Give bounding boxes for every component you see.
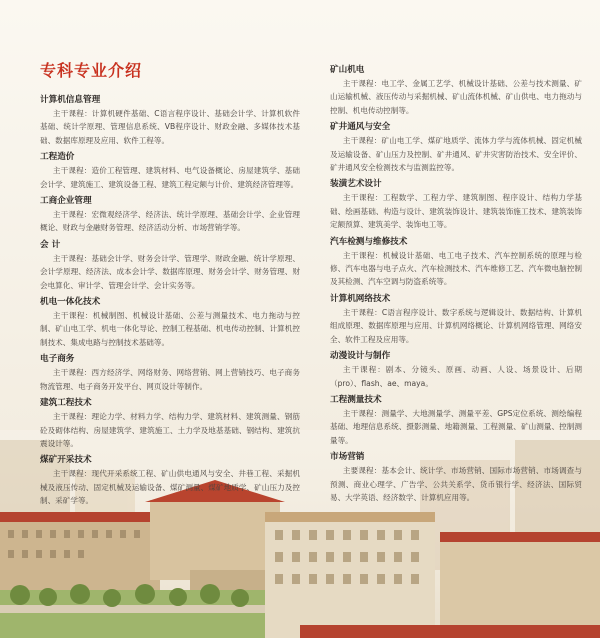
major-section (40, 352, 300, 393)
page-title: 专科专业介绍 (40, 61, 143, 80)
major-section (40, 453, 300, 507)
major-description: 主干课程：现代开采系统工程、矿山供电通风与安全、井巷工程、采掘机械及液压传动、固定机械及运输设备、煤矿测量、煤矿地质学、矿山压力及控制、采矿学等。 (40, 469, 300, 506)
major-description: 主干课程：矿山电工学、煤矿地质学、流体力学与流体机械、固定机械及运输设备、矿山压力及控制、矿井通风、矿井灾害防治技术、安全评价、矿井通风安全检测技术与监测监控等。 (330, 136, 582, 173)
major-title: 建筑工程技术 (40, 398, 92, 409)
major-section (40, 238, 300, 292)
major-description: 主干课程：宏微观经济学、经济法、统计学原理、基础会计学、企业管理概论、财政与金融财务管理、经济活动分析、市场营销学等。 (40, 210, 300, 233)
major-section (330, 450, 582, 504)
major-title: 动漫设计与制作 (330, 351, 391, 362)
major-section (40, 93, 300, 147)
major-title: 汽车检测与维修技术 (330, 236, 408, 247)
major-description: 主干课程：剧本、分镜头、原画、动画、人设、场景设计、后期（pro）、flash、ae、maya。 (330, 365, 582, 388)
major-section (330, 292, 582, 346)
major-description: 主干课程：理论力学、材料力学、结构力学、建筑材料、建筑测量、钢筋砼及砌体结构、房屋建筑学、建筑施工、土力学及地基基础、钢结构、建筑抗震设计等。 (40, 412, 300, 448)
major-title: 煤矿开采技术 (40, 455, 92, 466)
major-title: 矿山机电 (330, 65, 365, 75)
major-section (330, 120, 582, 174)
major-description: 主干课程：基础会计学、财务会计学、管理学、财政金融、统计学原理、会计学原理、经济法、成本会计学、数据库原理、财务会计学、财务管理、财会电算化、审计学、管理会计学、会计实务等。 (40, 253, 300, 290)
major-section (40, 150, 300, 191)
major-title: 矿井通风与安全 (330, 122, 391, 133)
major-description: 主干课程：工程数学、工程力学、建筑制图、程序设计、结构力学基础、绘画基础、构造与设计、建筑装饰设计、建筑装饰施工技术、建筑装饰定额预算、建筑美学、装饰电工等。 (330, 193, 582, 230)
major-description: 主干课程：西方经济学、网络财务、网络营销、网上营销技巧、电子商务物流管理、电子商务开发平台、网页设计等制作。 (40, 368, 300, 391)
major-title: 工商企业管理 (40, 196, 92, 207)
major-section (330, 349, 582, 390)
major-title: 市场营销 (330, 452, 365, 463)
left-column (40, 93, 300, 511)
major-section (330, 177, 582, 231)
major-section (40, 396, 300, 450)
major-title: 会 计 (40, 239, 61, 250)
major-title: 装潢艺术设计 (330, 179, 382, 190)
major-section (40, 295, 300, 349)
major-title: 工程造价 (40, 152, 75, 163)
major-description: 主干课程：C语言程序设计、数字系统与逻辑设计、数据结构、计算机组成原理、数据库原理与应用、计算机网络概论、计算机网络管理、网络安全、软件工程及应用等。 (330, 307, 582, 344)
major-description: 主干课程：造价工程管理、建筑材料、电气设备概论、房屋建筑学、基础会计学、建筑施工、建筑设备工程、建筑工程定额与计价、建筑经济管理等。 (40, 166, 300, 189)
major-section (330, 235, 582, 289)
major-description: 主要课程：基本会计、统计学、市场营销、国际市场营销、市场调查与预测、商业心理学、广告学、公共关系学、货币银行学、经济法、国际贸易、大学英语、经济数学、计算机应用等。 (330, 466, 582, 502)
major-description: 主干课程：计算机硬件基础、C语言程序设计、基础会计学、计算机软件基础、统计学原理、管理信息系统、VB程序设计、财政金融、多媒体技术基础、数据库原理及应用、软件工程等。 (40, 109, 300, 145)
major-section (330, 63, 582, 117)
major-description: 主干课程：测量学、大地测量学、测量平差、GPS定位系统、测绘编程基础、地理信息系统、摄影测量、地籍测量、工程测量、矿山测量、控制测量等。 (330, 408, 582, 445)
major-section (330, 393, 582, 447)
major-description: 主干课程：机械设计基础、电工电子技术、汽车控制系统的原理与检修、汽车电器与电子点火、汽车检测技术、汽车维修工艺、汽车微电脑控制及其检测、汽车空调与防盗系统等。 (330, 250, 582, 287)
major-title: 机电一体化技术 (40, 297, 101, 308)
major-title: 电子商务 (40, 354, 75, 365)
major-title: 计算机信息管理 (40, 95, 101, 105)
major-section (40, 194, 300, 235)
right-column (330, 62, 582, 507)
major-description: 主干课程：机械制图、机械设计基础、公差与测量技术、电力拖动与控制、矿山电工学、机电一体化导论、控制工程基础、机电传动控制、计算机控制技术、集成电路与控制技术基础等。 (40, 311, 300, 347)
major-description: 主干课程：电工学、金属工艺学、机械设计基础、公差与技术测量、矿山运输机械、液压传动与采掘机械、矿山流体机械、矿山供电、电力拖动与控制、机电传动控制等。 (330, 79, 582, 115)
major-title: 工程测量技术 (330, 394, 382, 405)
major-title: 计算机网络技术 (330, 293, 391, 304)
